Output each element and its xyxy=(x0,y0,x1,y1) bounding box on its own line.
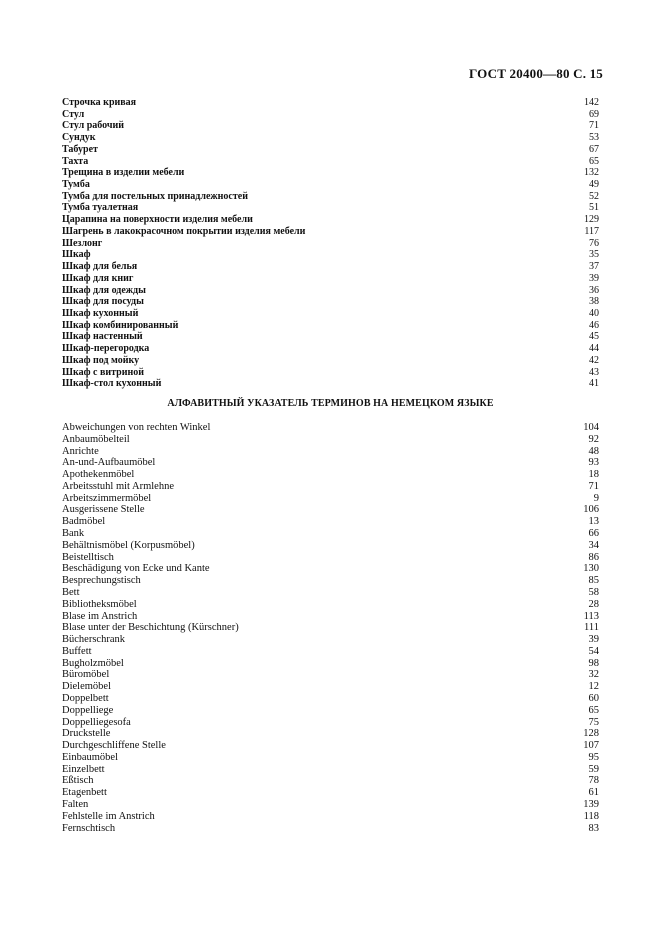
index-entry xyxy=(62,238,599,250)
index-entry xyxy=(62,191,599,203)
index-page-number: 65 xyxy=(588,704,599,716)
index-term: Druckstelle xyxy=(62,728,111,740)
index-entry xyxy=(62,493,599,505)
index-term: Шкаф с витриной xyxy=(62,366,144,378)
index-entry xyxy=(62,658,599,670)
index-page-number: 92 xyxy=(588,433,599,445)
index-entry xyxy=(62,669,599,681)
index-term: Durchgeschliffene Stelle xyxy=(62,740,166,752)
index-term: An-und-Aufbaumöbel xyxy=(62,457,156,469)
index-term: Fernschtisch xyxy=(62,822,116,834)
index-term: Шкаф комбинированный xyxy=(62,319,179,331)
index-term: Тахта xyxy=(62,155,89,167)
index-entry xyxy=(62,575,599,587)
index-entry xyxy=(62,599,599,611)
index-page-number: 46 xyxy=(589,319,599,331)
index-page-number: 106 xyxy=(583,504,599,516)
index-term: Шкаф для белья xyxy=(62,261,138,273)
index-page-number: 49 xyxy=(589,179,599,191)
index-term: Doppelliegesofa xyxy=(62,716,131,728)
index-term: Шкаф для одежды xyxy=(62,284,146,296)
index-entry xyxy=(62,343,599,355)
index-page-number: 67 xyxy=(589,143,599,155)
index-page-number: 35 xyxy=(589,249,599,261)
index-page-number: 129 xyxy=(584,214,599,226)
index-page-number: 54 xyxy=(588,645,599,657)
index-term: Bett xyxy=(62,586,80,598)
index-page-number: 37 xyxy=(589,261,599,273)
index-entry xyxy=(62,764,599,776)
index-term: Anrichte xyxy=(62,445,99,457)
index-entry xyxy=(62,552,599,564)
index-term: Falten xyxy=(62,799,89,810)
index-entry xyxy=(62,717,599,729)
index-page-number: 52 xyxy=(589,190,599,202)
index-entry xyxy=(62,308,599,320)
index-page-number: 39 xyxy=(589,272,599,284)
index-entry xyxy=(62,202,599,214)
index-page-number: 111 xyxy=(584,622,599,634)
index-page-number: 12 xyxy=(588,681,599,693)
index-term: Шкаф под мойку xyxy=(62,354,140,366)
index-term: Dielemöbel xyxy=(62,681,111,693)
index-term: Einbaumöbel xyxy=(62,751,118,763)
index-term: Bibliotheksmöbel xyxy=(62,598,137,610)
index-page-number: 71 xyxy=(589,120,599,132)
index-term: Bugholzmöbel xyxy=(62,657,124,669)
index-term: Arbeitsstuhl mit Armlehne xyxy=(62,480,174,492)
index-term: Тумба xyxy=(62,179,90,191)
index-page-number: 83 xyxy=(588,822,599,834)
index-entry xyxy=(62,367,599,379)
index-entry xyxy=(62,646,599,658)
page-header: ГОСТ 20400—80 С. 15 xyxy=(469,66,603,81)
index-entry xyxy=(62,775,599,787)
index-entry xyxy=(62,811,599,823)
index-page-number: 42 xyxy=(589,354,599,366)
index-entry xyxy=(62,587,599,599)
index-term: Строчка кривая xyxy=(62,97,137,108)
index-entry xyxy=(62,705,599,717)
index-page-number: 118 xyxy=(583,810,599,822)
index-page-number: 86 xyxy=(588,551,599,563)
index-term: Шкаф xyxy=(62,249,91,261)
index-entry xyxy=(62,504,599,516)
index-term: Стул рабочий xyxy=(62,120,125,132)
index-term: Шагрень в лакокрасочном покрытии изделия мебели xyxy=(62,225,306,237)
index-page-number: 104 xyxy=(583,422,599,433)
russian-index-list xyxy=(62,97,599,390)
index-term: Behältnismöbel (Korpusmöbel) xyxy=(62,539,195,551)
index-term: Blase im Anstrich xyxy=(62,610,138,622)
index-page-number: 76 xyxy=(589,237,599,249)
index-entry xyxy=(62,481,599,493)
index-page-number: 98 xyxy=(588,657,599,669)
index-term: Шкаф-стол кухонный xyxy=(62,378,162,390)
index-term: Тумба туалетная xyxy=(62,202,139,214)
index-page-number: 36 xyxy=(589,284,599,296)
index-page-number: 44 xyxy=(589,343,599,355)
index-page-number: 59 xyxy=(588,763,599,775)
index-entry xyxy=(62,434,599,446)
index-page-number: 66 xyxy=(588,528,599,540)
index-entry xyxy=(62,693,599,705)
index-entry xyxy=(62,516,599,528)
index-term: Abweichungen von rechten Winkel xyxy=(62,422,211,433)
index-page-number: 9 xyxy=(593,492,599,504)
index-term: Bücherschrank xyxy=(62,634,125,646)
index-page-number: 139 xyxy=(583,799,599,810)
index-entry xyxy=(62,320,599,332)
index-term: Шкаф-перегородка xyxy=(62,343,150,355)
index-term: Etagenbett xyxy=(62,787,107,799)
index-page-number: 41 xyxy=(589,378,599,390)
index-term: Шезлонг xyxy=(62,237,103,249)
index-term: Beistelltisch xyxy=(62,551,114,563)
index-entry xyxy=(62,214,599,226)
index-entry xyxy=(62,296,599,308)
index-page-number: 32 xyxy=(588,669,599,681)
index-page-number: 142 xyxy=(584,97,599,108)
index-term: Трещина в изделии мебели xyxy=(62,167,185,179)
index-term: Doppelbett xyxy=(62,692,109,704)
index-page-number: 58 xyxy=(588,586,599,598)
german-index-list xyxy=(62,422,599,834)
index-term: Einzelbett xyxy=(62,763,105,775)
index-page-number: 34 xyxy=(588,539,599,551)
index-term: Fehlstelle im Anstrich xyxy=(62,810,155,822)
index-page-number: 28 xyxy=(588,598,599,610)
index-term: Eßtisch xyxy=(62,775,94,787)
index-term: Царапина на поверхности изделия мебели xyxy=(62,214,253,226)
index-page-number: 117 xyxy=(584,225,599,237)
index-entry xyxy=(62,823,599,835)
index-page-number: 132 xyxy=(584,167,599,179)
index-entry xyxy=(62,261,599,273)
index-entry xyxy=(62,109,599,121)
index-term: Ausgerissene Stelle xyxy=(62,504,145,516)
index-page-number: 51 xyxy=(589,202,599,214)
index-entry xyxy=(62,563,599,575)
index-term: Шкаф кухонный xyxy=(62,307,139,319)
index-term: Doppelliege xyxy=(62,704,114,716)
index-term: Beschädigung von Ecke und Kante xyxy=(62,563,210,575)
index-page-number: 93 xyxy=(588,457,599,469)
index-term: Bank xyxy=(62,528,85,540)
index-page-number: 39 xyxy=(588,634,599,646)
index-entry xyxy=(62,144,599,156)
index-term: Шкаф настенный xyxy=(62,331,143,343)
index-entry xyxy=(62,273,599,285)
index-page-number: 107 xyxy=(583,740,599,752)
index-term: Тумба для постельных принадлежностей xyxy=(62,190,248,202)
index-entry xyxy=(62,120,599,132)
index-term: Blase unter der Beschichtung (Kürschner) xyxy=(62,622,239,634)
index-entry xyxy=(62,681,599,693)
index-entry xyxy=(62,331,599,343)
index-page-number: 53 xyxy=(589,132,599,144)
index-term: Büromöbel xyxy=(62,669,110,681)
index-entry xyxy=(62,611,599,623)
index-page-number: 45 xyxy=(589,331,599,343)
index-page-number: 78 xyxy=(588,775,599,787)
index-term: Стул xyxy=(62,108,85,120)
index-entry xyxy=(62,285,599,297)
index-term: Anbaumöbelteil xyxy=(62,433,130,445)
index-term: Buffett xyxy=(62,645,92,657)
index-entry xyxy=(62,740,599,752)
index-entry xyxy=(62,179,599,191)
index-page-number: 85 xyxy=(588,575,599,587)
index-page-number: 128 xyxy=(583,728,599,740)
index-term: Besprechungstisch xyxy=(62,575,141,587)
index-entry xyxy=(62,728,599,740)
index-page-number: 48 xyxy=(588,445,599,457)
index-entry xyxy=(62,97,599,109)
index-page-number: 38 xyxy=(589,296,599,308)
index-entry xyxy=(62,167,599,179)
index-entry xyxy=(62,540,599,552)
index-entry xyxy=(62,378,599,390)
index-entry xyxy=(62,634,599,646)
index-term: Сундук xyxy=(62,132,96,144)
index-entry xyxy=(62,226,599,238)
index-entry xyxy=(62,249,599,261)
index-entry xyxy=(62,528,599,540)
index-page-number: 40 xyxy=(589,307,599,319)
index-term: Arbeitszimmermöbel xyxy=(62,492,152,504)
index-term: Шкаф для книг xyxy=(62,272,134,284)
index-page-number: 43 xyxy=(589,366,599,378)
index-page-number: 18 xyxy=(588,469,599,481)
index-term: Badmöbel xyxy=(62,516,106,528)
index-entry xyxy=(62,469,599,481)
index-term: Шкаф для посуды xyxy=(62,296,144,308)
index-entry xyxy=(62,355,599,367)
index-entry xyxy=(62,799,599,811)
index-page-number: 65 xyxy=(589,155,599,167)
index-page-number: 61 xyxy=(588,787,599,799)
index-entry xyxy=(62,446,599,458)
index-page-number: 75 xyxy=(588,716,599,728)
index-entry xyxy=(62,752,599,764)
index-entry xyxy=(62,422,599,434)
index-entry xyxy=(62,132,599,144)
index-page-number: 113 xyxy=(583,610,599,622)
index-term: Apothekenmöbel xyxy=(62,469,135,481)
index-page-number: 130 xyxy=(583,563,599,575)
index-page-number: 95 xyxy=(588,751,599,763)
index-page-number: 60 xyxy=(588,692,599,704)
index-entry xyxy=(62,156,599,168)
german-index-title: АЛФАВИТНЫЙ УКАЗАТЕЛЬ ТЕРМИНОВ НА НЕМЕЦКОМ ЯЗЫКЕ xyxy=(167,398,494,409)
index-entry xyxy=(62,457,599,469)
index-page-number: 13 xyxy=(588,516,599,528)
index-entry xyxy=(62,622,599,634)
index-entry xyxy=(62,787,599,799)
index-page-number: 69 xyxy=(589,108,599,120)
index-page-number: 71 xyxy=(588,480,599,492)
index-term: Табурет xyxy=(62,143,98,155)
